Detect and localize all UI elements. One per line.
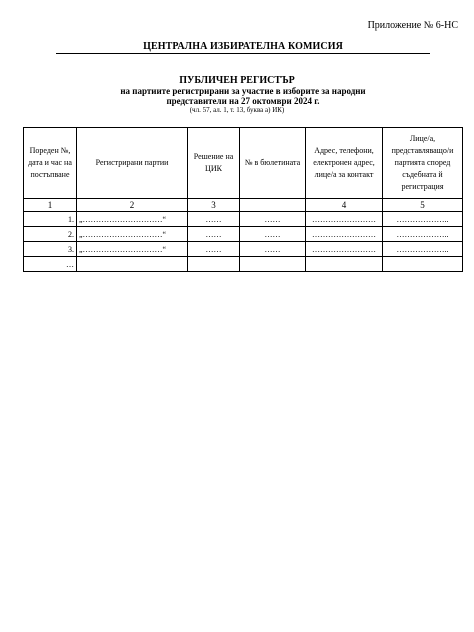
annex-label: Приложение № 6-НС xyxy=(367,20,458,31)
column-header-representatives: Лице/а, представляващо/и партията според съдебната й регистрация xyxy=(383,128,463,199)
row-party: „…………………………“ xyxy=(77,242,188,257)
row-party: „…………………………“ xyxy=(77,227,188,242)
row-contact: …………………… xyxy=(306,242,383,257)
row-contact: …………………… xyxy=(306,212,383,227)
document-subtitle: на партиите регистрирани за участие в изборите за народни представители на 27 октомври 2024 г. xyxy=(120,86,366,106)
row-decision: …… xyxy=(188,227,240,242)
column-header-decision: Решение на ЦИК xyxy=(188,128,240,199)
row-party: „…………………………“ xyxy=(77,212,188,227)
row-representatives xyxy=(383,257,463,272)
row-decision: …… xyxy=(188,212,240,227)
table-row xyxy=(24,242,463,257)
table-row xyxy=(24,257,463,272)
row-ballot-number: …… xyxy=(240,242,306,257)
row-decision: …… xyxy=(188,242,240,257)
row-representatives: ……………….. xyxy=(383,227,463,242)
legal-reference: (чл. 57, ал. 1, т. 13, буква а) ИК) xyxy=(189,106,285,114)
row-representatives: ……………….. xyxy=(383,242,463,257)
row-sequence: 2. xyxy=(24,227,77,242)
table-row xyxy=(24,212,463,227)
document-title: ПУБЛИЧЕН РЕГИСТЪР xyxy=(179,75,295,86)
column-number: 5 xyxy=(383,199,463,212)
row-contact: …………………… xyxy=(306,227,383,242)
column-number xyxy=(240,199,306,212)
row-sequence: … xyxy=(24,257,77,272)
column-header-contact: Адрес, телефони, електронен адрес, лице/а за контакт xyxy=(306,128,383,199)
row-contact xyxy=(306,257,383,272)
header-row xyxy=(24,128,463,199)
column-number-row xyxy=(24,199,463,212)
column-header-ballot-number: № в бюлетината xyxy=(240,128,306,199)
row-party xyxy=(77,257,188,272)
row-sequence: 3. xyxy=(24,242,77,257)
row-ballot-number: …… xyxy=(240,227,306,242)
column-number: 4 xyxy=(306,199,383,212)
column-header-sequence: Пореден №, дата и час на постъпване xyxy=(24,128,77,199)
row-decision xyxy=(188,257,240,272)
register-table xyxy=(23,127,463,272)
table-row xyxy=(24,227,463,242)
row-sequence: 1. xyxy=(24,212,77,227)
column-number: 1 xyxy=(24,199,77,212)
header-divider xyxy=(56,53,430,54)
column-number: 2 xyxy=(77,199,188,212)
commission-name: ЦЕНТРАЛНА ИЗБИРАТЕЛНА КОМИСИЯ xyxy=(143,41,343,52)
column-header-parties: Регистрирани партии xyxy=(77,128,188,199)
row-ballot-number xyxy=(240,257,306,272)
row-ballot-number: …… xyxy=(240,212,306,227)
column-number: 3 xyxy=(188,199,240,212)
row-representatives: ……………….. xyxy=(383,212,463,227)
